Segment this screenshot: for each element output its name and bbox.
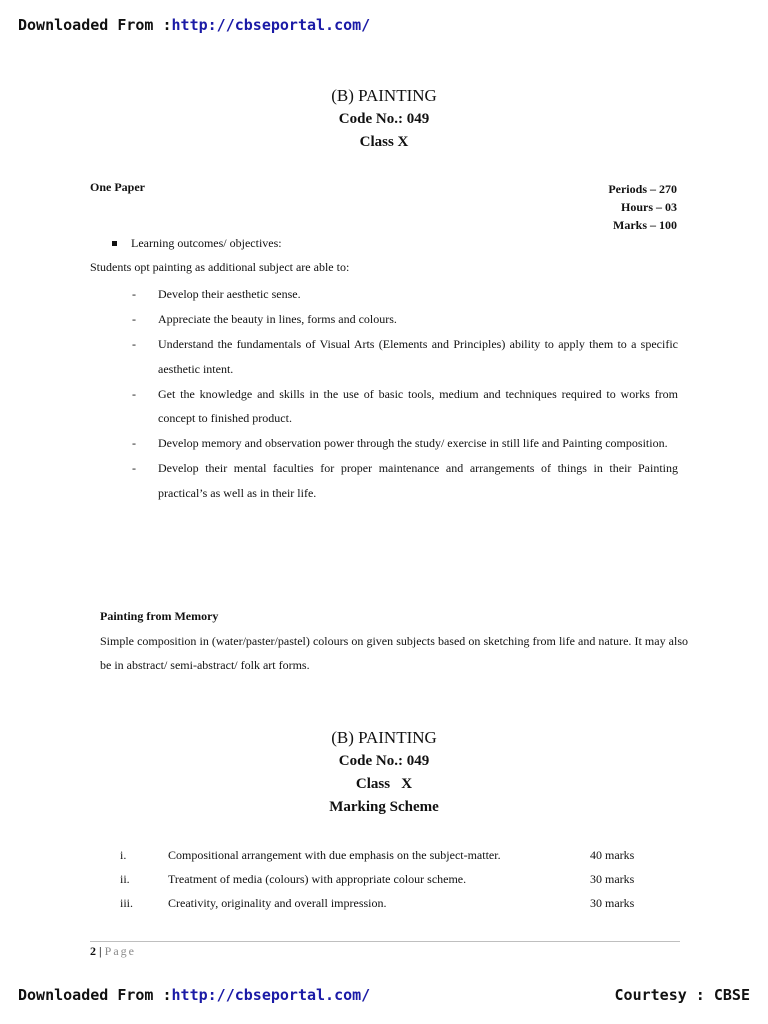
list-item-text: Get the knowledge and skills in the use of basic tools, medium and techniques required to works from concept to finished product. [158,386,678,425]
dash-marker: - [132,287,136,301]
square-bullet-icon [112,241,117,246]
periods-value: Periods – 270 [608,182,677,196]
table-row [120,891,660,915]
top-download-banner [18,16,370,34]
dash-marker: - [132,436,136,450]
outcomes-list [132,282,678,506]
download-prefix-bottom: Downloaded From : [18,986,172,1004]
list-item-text: Appreciate the beauty in lines, forms and colours. [158,312,397,326]
page-number-footer [90,944,136,959]
row-description: Treatment of media (colours) with appropriate colour scheme. [168,871,467,886]
dash-marker: - [132,461,136,475]
table-row [120,843,660,867]
memory-heading: Painting from Memory [100,609,219,623]
row-number: iii. [120,895,134,910]
table-row [120,867,660,891]
list-item [132,332,678,381]
footer-divider [90,941,680,942]
row-description: Creativity, originality and overall impression. [168,895,387,910]
dash-marker: - [132,312,136,326]
title-block [0,84,768,154]
paper-label: One Paper [90,180,145,194]
subject-title: (B) PAINTING [331,86,437,105]
list-item-text: Develop memory and observation power through the study/ exercise in still life and Painting composition. [158,436,668,450]
hours-value: Hours – 03 [620,200,677,214]
dash-marker: - [132,337,136,351]
marks-value: Marks – 100 [613,218,677,232]
row-number: i. [120,847,127,862]
paper-stats [608,180,677,234]
row-marks: 30 marks [590,871,635,886]
subject-code-2: Code No.: 049 [338,753,430,769]
row-number: ii. [120,871,130,886]
subject-title-2: (B) PAINTING [331,728,437,747]
page-separator: | [99,944,102,958]
list-item [132,307,678,332]
list-item [132,431,678,456]
row-marks: 30 marks [590,895,635,910]
marking-scheme-table [120,843,660,915]
class-label: Class X [359,134,409,150]
list-item [132,382,678,431]
list-item-text: Develop their mental faculties for proper maintenance and arrangements of things in their Painting practical’s as well as in their life. [158,461,678,500]
memory-text: Simple composition in (water/paster/pastel) colours on given subjects based on sketching from life and nature. It may also be in abstract/ semi-abstract/ folk art forms. [100,634,688,672]
learning-heading-text: Learning outcomes/ objectives: [131,236,282,250]
subject-code: Code No.: 049 [338,111,430,127]
list-item-text: Understand the fundamentals of Visual Arts (Elements and Principles) ability to apply them to a specific aesthetic intent. [158,337,678,376]
source-link-bottom[interactable]: http://cbseportal.com/ [171,986,371,1004]
learning-heading [112,236,282,251]
list-item [132,456,678,505]
list-item [132,282,678,307]
row-description: Compositional arrangement with due emphasis on the subject-matter. [168,847,501,862]
list-item-text: Develop their aesthetic sense. [158,287,301,301]
marking-title-block [0,726,768,819]
dash-marker: - [132,386,136,401]
courtesy-label: Courtesy : CBSE [614,986,750,1004]
page-number: 2 [90,944,96,958]
learning-intro: Students opt painting as additional subject are able to: [90,260,350,274]
download-prefix: Downloaded From : [18,16,172,34]
source-link[interactable]: http://cbseportal.com/ [171,16,371,34]
row-marks: 40 marks [590,847,635,862]
page-word: Page [104,944,136,958]
class-label-2: Class X [355,776,413,792]
bottom-download-banner [18,986,370,1004]
marking-scheme-title: Marking Scheme [329,799,439,815]
